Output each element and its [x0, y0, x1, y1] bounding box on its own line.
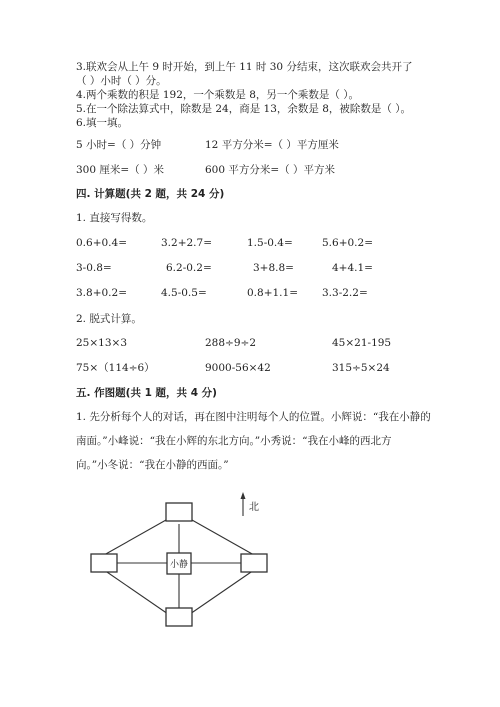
calc-item: 5.6+0.2=	[322, 237, 373, 249]
step-calc-item: 75×（114÷6）	[76, 362, 155, 374]
calc-item: 1.5-0.4=	[247, 237, 293, 249]
step-calc-item: 288÷9÷2	[205, 337, 256, 349]
q4: 4.两个乘数的积是 192，一个乘数是 8，另一个乘数是（ ）。	[76, 89, 360, 101]
calc-item: 3-0.8=	[76, 262, 112, 274]
calc-item: 3.2+2.7=	[161, 237, 212, 249]
diagram-edge	[192, 520, 254, 555]
step-calc-item: 9000-56×42	[205, 362, 271, 374]
diagram-edge	[190, 570, 254, 614]
section5-title: 五. 作图题(共 1 题，共 4 分)	[76, 387, 217, 399]
calc-item: 0.8+1.1=	[247, 287, 298, 299]
south-box	[166, 608, 192, 626]
diagram-edge	[104, 570, 168, 614]
section4-title: 四. 计算题(共 2 题，共 24 分)	[76, 188, 225, 200]
calc-item: 3+8.8=	[253, 262, 294, 274]
section5-q1-line: 南面。”小峰说：“我在小辉的东北方向。”小秀说：“我在小峰的西北方	[76, 435, 392, 447]
diagram-edge	[104, 520, 166, 555]
calc-item: 4+4.1=	[332, 262, 373, 274]
q6: 6.填一填。	[76, 117, 129, 129]
step-calc-item: 25×13×3	[76, 337, 127, 349]
fill-item: 12 平方分米=（ ）平方厘米	[205, 139, 339, 151]
step-calc-item: 315÷5×24	[332, 362, 390, 374]
west-box	[91, 554, 117, 572]
calc-item: 4.5-0.5=	[161, 287, 207, 299]
calc-item: 6.2-0.2=	[166, 262, 212, 274]
north-box	[166, 503, 192, 521]
q3-line2: （ ）小时（ ）分。	[76, 75, 167, 87]
step-calc-item: 45×21-195	[332, 337, 392, 349]
calc-item: 0.6+0.4=	[76, 237, 127, 249]
center-label: 小静	[169, 560, 189, 570]
q5: 5.在一个除法算式中，除数是 24，商是 13，余数是 8，被除数是（ ）。	[76, 103, 412, 115]
east-box	[241, 554, 267, 572]
north-arrow-icon	[241, 492, 246, 516]
fill-item: 600 平方分米=（ ）平方米	[205, 164, 336, 176]
fill-item: 300 厘米=（ ）米	[76, 164, 165, 176]
q3-line1: 3.联欢会从上午 9 时开始，到上午 11 时 30 分结束，这次联欢会共开了	[76, 61, 413, 73]
section5-q1-line: 向。”小冬说：“我在小静的西面。”	[76, 459, 229, 471]
section5-q1-line: 1. 先分析每个人的对话，再在图中注明每个人的位置。小辉说：“我在小静的	[76, 411, 431, 423]
calc-item: 3.8+0.2=	[76, 287, 127, 299]
calc-item: 3.3-2.2=	[322, 287, 368, 299]
north-label: 北	[249, 502, 259, 513]
section4-q2-title: 2. 脱式计算。	[76, 313, 142, 325]
fill-item: 5 小时=（ ）分钟	[76, 139, 162, 151]
section4-q1-title: 1. 直接写得数。	[76, 212, 153, 224]
